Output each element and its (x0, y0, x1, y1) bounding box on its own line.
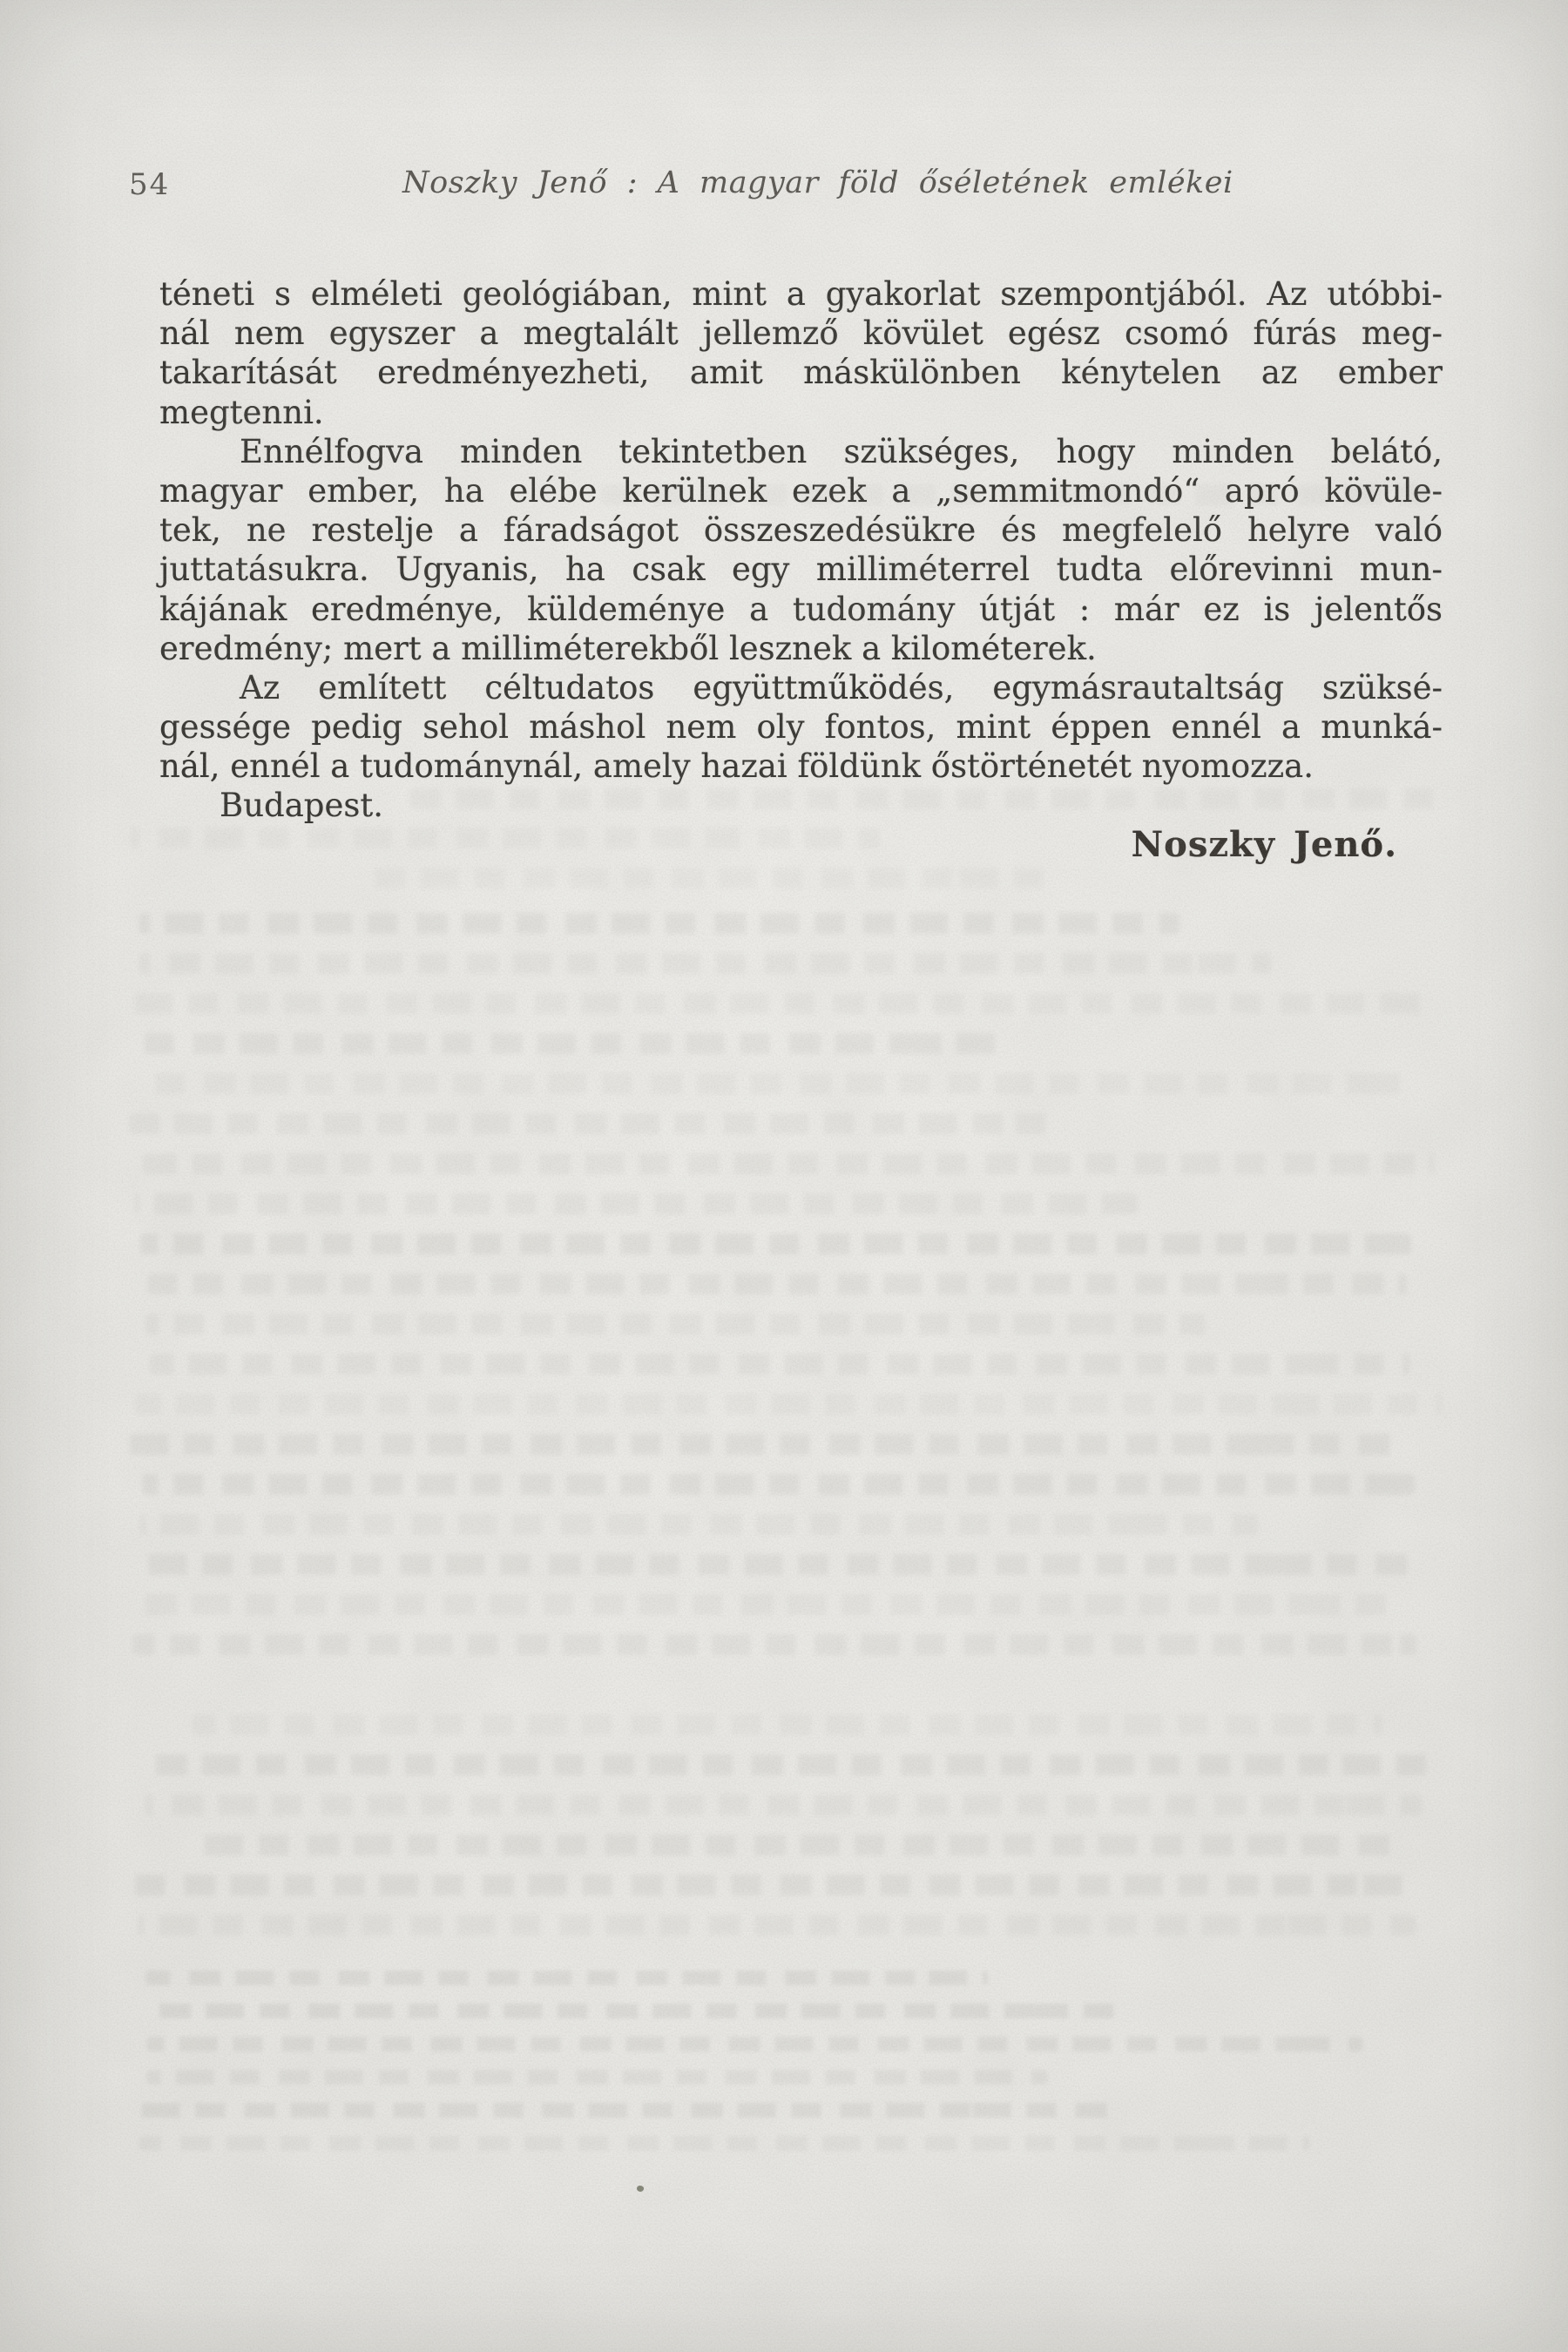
page-number: 54 (129, 167, 171, 202)
bleedthrough-line (141, 1594, 1400, 1615)
bleedthrough-line (149, 1354, 1409, 1375)
bleedthrough-line (145, 1794, 1423, 1815)
body-text-line: tek, ne restelje a fáradságot összeszedésükre és megfelelő helyre való (159, 511, 1443, 550)
bleedthrough-line (142, 1474, 1415, 1495)
bleedthrough-line (132, 2103, 1112, 2118)
bleedthrough-line (192, 1714, 1382, 1735)
bleedthrough-line (138, 1915, 1416, 1936)
bleedthrough-line (145, 1033, 1010, 1054)
bleedthrough-line (146, 2070, 1048, 2085)
body-text-line: megtenni. (159, 393, 324, 431)
body-text-line: takarítását eredményezheti, amit máskülönben kénytelen az ember (159, 354, 1443, 392)
bleedthrough-line (195, 1835, 1395, 1855)
body-text-line: gessége pedig sehol máshol nem oly fontos, mint éppen ennél a munká- (159, 708, 1443, 747)
bleedthrough-line (139, 913, 1179, 934)
bleedthrough-line (134, 1875, 1416, 1896)
body-text-line: eredmény; mert a milliméterekből lesznek a kilométerek. (159, 629, 1097, 667)
bleedthrough-line (132, 1634, 1416, 1655)
bleedthrough-line (135, 1394, 1442, 1415)
body-text-line: Ennélfogva minden tekintetben szükséges, hogy minden belátó, (240, 432, 1443, 470)
bleedthrough-line (366, 868, 1054, 889)
bleedthrough-line (142, 1554, 1416, 1575)
running-title: Noszky Jenő : A magyar föld őséletének emlékei (402, 166, 1233, 200)
body-text-block (159, 274, 1443, 826)
body-text-line: Budapest. (220, 787, 383, 825)
body-text-line: Az említett céltudatos együttműködés, egymásrautaltság szüksé- (240, 668, 1443, 706)
bleedthrough-line (141, 1073, 1402, 1094)
bleedthrough-line (143, 1153, 1434, 1174)
bleedthrough-line (147, 2037, 1363, 2051)
body-text-line: kájának eredménye, küldeménye a tudomány útját : már ez is jelentős (159, 590, 1443, 628)
bleedthrough-line (139, 2136, 1310, 2151)
body-text-line: juttatásukra. Ugyanis, ha csak egy milliméterrel tudta előrevinni mun- (159, 551, 1443, 589)
bleedthrough-line (142, 2004, 1115, 2018)
bleedthrough-line (145, 1970, 988, 1985)
author-signature: Noszky Jenő. (1131, 824, 1397, 865)
body-text-line: nál, ennél a tudománynál, amely hazai földünk őstörténetét nyomozza. (159, 747, 1314, 786)
bleedthrough-line (145, 1314, 1205, 1335)
bleedthrough-line (133, 993, 1433, 1014)
bleedthrough-line (135, 1193, 1138, 1214)
bleedthrough-line (129, 1113, 1065, 1134)
bleedthrough-line (139, 953, 1271, 974)
body-text-line: nál nem egyszer a megtalált jellemző kövület egész csomó fúrás meg- (159, 314, 1443, 353)
ink-speck (636, 2185, 645, 2193)
bleedthrough-line (131, 828, 880, 848)
bleedthrough-line (140, 1514, 1258, 1535)
bleedthrough-line (129, 1434, 1403, 1455)
bleedthrough-line (147, 1274, 1407, 1294)
bleedthrough-line (140, 1233, 1411, 1254)
bleedthrough-line (144, 1754, 1433, 1775)
body-text-line: téneti s elméleti geológiában, mint a gyakorlat szempontjából. Az utóbbi- (159, 275, 1443, 313)
body-text-line: magyar ember, ha elébe kerülnek ezek a „semmitmondó“ apró kövüle- (159, 471, 1443, 510)
